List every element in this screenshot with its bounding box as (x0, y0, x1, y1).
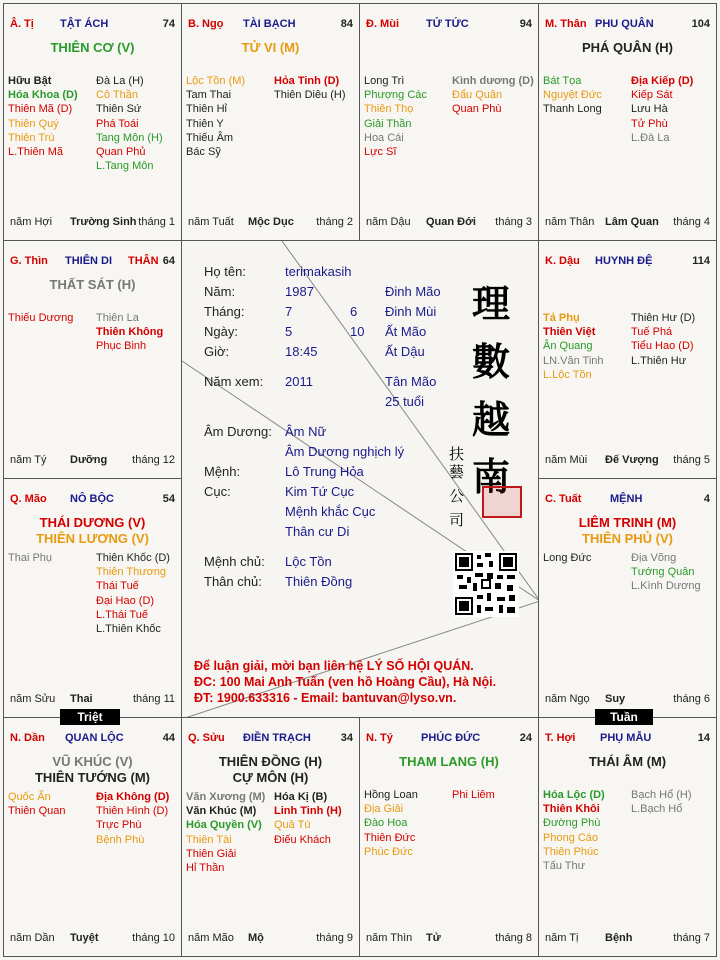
minor-stars-right (631, 551, 701, 594)
minor-stars-right (96, 311, 163, 354)
minor-star: Bệnh Phù (96, 833, 145, 846)
minor-stars-right (452, 788, 495, 802)
amduong-value-1: Âm Nữ (285, 424, 327, 439)
palace-month: tháng 8 (495, 932, 532, 944)
day-solar: 5 (285, 324, 293, 339)
minor-star: Đại Hao (D) (96, 594, 155, 607)
palace-number: 44 (162, 732, 175, 744)
view-year-value: 2011 (285, 374, 313, 389)
palace-tuat[interactable] (538, 478, 717, 718)
main-star: THIÊN ĐỒNG (H) (218, 754, 323, 769)
palace-position: Đ. Mùi (366, 18, 399, 30)
day-lunar: 10 (350, 324, 365, 339)
palace-month: tháng 11 (132, 693, 175, 705)
palace-number: 64 (162, 255, 175, 267)
minor-star: LN.Văn Tinh (543, 354, 604, 367)
minor-star: Đẩu Quân (452, 89, 503, 102)
minor-stars-right (274, 74, 346, 102)
hour-canchi: Ất Dậu (385, 344, 425, 359)
palace-name: PHU QUÂN (595, 18, 654, 30)
minor-star: Thiên Sứ (96, 103, 142, 116)
palace-year: năm Thìn (366, 932, 413, 944)
minor-star: L.Thiên Khốc (96, 623, 161, 636)
minor-star: L.Đà La (631, 131, 670, 144)
year-value: 1987 (285, 284, 314, 299)
minor-star: L.Lộc Tồn (543, 368, 592, 381)
minor-star: Tiểu Hao (D) (631, 340, 694, 353)
minor-star: Hoa Cái (364, 131, 404, 144)
palace-than[interactable] (538, 3, 717, 241)
year-canchi: Đinh Mão (385, 284, 441, 299)
palace-stage: Đế Vượng (605, 454, 659, 466)
minor-star: Thái Tuế (96, 580, 139, 593)
minor-star: Phượng Các (364, 89, 427, 102)
minor-star: Hóa Kị (B) (274, 791, 328, 803)
minor-stars-left (8, 74, 78, 159)
minor-stars-left (543, 74, 602, 117)
palace-name: TẬT ÁCH (60, 18, 109, 30)
center-info-panel (181, 240, 539, 718)
amduong-value-2: Âm Dương nghịch lý (285, 444, 405, 459)
minor-star: Lực Sĩ (364, 146, 397, 159)
palace-number: 94 (519, 18, 532, 30)
minor-star: Thiên Phúc (543, 845, 599, 858)
palace-header (10, 732, 175, 748)
minor-star: Điếu Khách (274, 833, 331, 846)
day-canchi: Ất Mão (385, 324, 427, 339)
than-chu-value: Thiên Đồng (285, 574, 353, 589)
palace-position: N. Tý (366, 732, 393, 744)
minor-star: Hóa Khoa (D) (8, 89, 78, 102)
minor-star: Văn Khúc (M) (186, 805, 257, 818)
main-star: LIÊM TRINH (M) (578, 515, 677, 530)
minor-star: Thiếu Dương (8, 312, 74, 324)
menh-label: Mệnh: (204, 464, 241, 479)
minor-star: Quả Tú (274, 819, 311, 832)
minor-star: Giải Thần (364, 117, 412, 130)
minor-star: Thiên Hình (D) (96, 805, 169, 818)
minor-star: Địa Không (D) (96, 791, 170, 803)
palace-stage: Suy (605, 693, 626, 705)
palace-hoi[interactable] (538, 717, 717, 957)
minor-star: Thiên Quan (8, 805, 66, 818)
palace-number: 54 (162, 493, 175, 505)
minor-star: Thiên Trù (8, 131, 55, 144)
palace-year: năm Tị (545, 932, 579, 944)
palace-month: tháng 9 (316, 932, 353, 944)
minor-star: Thiên Diêu (H) (274, 89, 346, 102)
palace-dan[interactable] (3, 717, 182, 957)
palace-stage: Bệnh (605, 932, 633, 944)
minor-star: Thiên La (96, 312, 139, 324)
contact-line-1: Để luận giải, mời bạn liên hệ LÝ SỐ HỘI QUÁN. (194, 659, 474, 673)
minor-star: L.Thái Tuế (96, 608, 148, 621)
palace-dau[interactable] (538, 240, 717, 479)
cuc-value-1: Kim Tứ Cục (285, 484, 355, 499)
palace-header (366, 18, 532, 34)
minor-star: Bát Tọa (543, 75, 582, 87)
minor-stars-right (631, 74, 693, 145)
palace-footer (188, 216, 353, 230)
minor-star: Tuế Phá (631, 326, 673, 339)
main-star: THÁI ÂM (M) (588, 754, 667, 769)
minor-star: Địa Võng (631, 552, 677, 564)
qr-code-icon (453, 551, 519, 617)
palace-footer (10, 693, 175, 707)
palace-header (545, 255, 710, 271)
small-calligraphy-3: 公 (449, 487, 465, 505)
palace-header (545, 18, 710, 34)
minor-star: Thiên Khôi (543, 803, 600, 816)
minor-star: Tấu Thư (543, 860, 586, 873)
palace-number: 14 (697, 732, 710, 744)
palace-number: 24 (519, 732, 532, 744)
palace-name: TÀI BẠCH (243, 18, 296, 30)
palace-name: NÔ BỘC (70, 493, 114, 505)
minor-stars-left (8, 790, 65, 818)
minor-star: Bác Sỹ (186, 146, 221, 159)
palace-footer (366, 932, 532, 946)
palace-footer (10, 216, 175, 230)
palace-name: QUAN LỘC (65, 732, 124, 744)
palace-position: Q. Mão (10, 493, 47, 505)
contact-line-3: ĐT: 1900.633316 - Email: bantuvan@lyso.vn. (194, 691, 457, 705)
minor-star: Văn Xương (M) (186, 791, 266, 803)
main-star: THẤT SÁT (H) (49, 277, 136, 292)
minor-stars-right (452, 74, 534, 117)
palace-number: 84 (340, 18, 353, 30)
palace-name: PHÚC ĐỨC (421, 732, 481, 744)
palace-extra: THÂN (128, 255, 159, 267)
palace-month: tháng 2 (316, 216, 353, 228)
minor-star: Quan Phủ (96, 146, 146, 159)
palace-month: tháng 7 (673, 932, 710, 944)
calligraphy-char-2: 數 (472, 339, 511, 384)
minor-stars-right (96, 790, 169, 847)
palace-header (188, 732, 353, 748)
minor-star: Trực Phù (96, 819, 142, 832)
calligraphy-char-3: 越 (472, 397, 511, 442)
view-year-label: Năm xem: (204, 374, 264, 389)
minor-star: L.Tang Môn (96, 160, 154, 173)
main-star: PHÁ QUÂN (H) (582, 40, 673, 55)
palace-number: 4 (703, 493, 710, 505)
cuc-value-2: Mệnh khắc Cục (285, 504, 376, 519)
palace-footer (10, 932, 175, 946)
palace-stage: Dưỡng (70, 454, 108, 466)
year-label: Năm: (204, 284, 236, 299)
main-star: VŨ KHÚC (V) (52, 754, 133, 769)
palace-year: năm Dậu (366, 216, 411, 228)
palace-ty[interactable] (359, 717, 539, 957)
day-label: Ngày: (204, 324, 238, 339)
palace-thin[interactable] (3, 240, 182, 479)
palace-year: năm Thân (545, 216, 595, 228)
palace-header (188, 18, 353, 34)
palace-position: Â. Tị (10, 18, 34, 30)
minor-star: Đường Phù (543, 817, 601, 830)
minor-stars-right (631, 788, 692, 816)
minor-stars-left (8, 311, 73, 325)
hour-value: 18:45 (285, 344, 318, 359)
amduong-label: Âm Dương: (204, 424, 272, 439)
palace-year: năm Sửu (10, 693, 56, 705)
minor-stars-left (8, 551, 52, 565)
minor-star: Thiên Việt (543, 326, 596, 339)
minor-star: L.Kình Dương (631, 580, 701, 593)
palace-month: tháng 12 (132, 454, 175, 466)
palace-header (366, 732, 532, 748)
palace-stage: Tử (426, 932, 441, 944)
minor-star: Thai Phụ (8, 552, 53, 564)
minor-star: Thiên Không (96, 326, 164, 339)
hour-label: Giờ: (204, 344, 230, 359)
name-value: terimakasih (285, 264, 352, 279)
palace-stage: Quan Đới (426, 216, 476, 228)
palace-mao[interactable] (3, 478, 182, 718)
main-star: THIÊN TƯỚNG (M) (34, 770, 151, 785)
main-star: THÁI DƯƠNG (V) (39, 515, 146, 530)
minor-star: Tử Phù (631, 117, 668, 130)
minor-star: Kiếp Sát (631, 89, 673, 102)
palace-stage: Mộ (248, 932, 264, 944)
palace-footer (10, 454, 175, 468)
palace-name: TỬ TỨC (426, 18, 469, 30)
month-lunar: 6 (350, 304, 358, 319)
palace-position: G. Thìn (10, 255, 48, 267)
cuc-value-3: Thân cư Di (285, 524, 350, 539)
minor-star: Nguyệt Đức (543, 89, 602, 102)
minor-star: Hồng Loan (364, 789, 418, 801)
palace-number: 104 (691, 18, 710, 30)
palace-stage: Tuyệt (70, 932, 99, 944)
palace-name: MỆNH (610, 493, 643, 505)
minor-star: Thanh Long (543, 103, 602, 116)
menh-value: Lô Trung Hỏa (285, 464, 364, 479)
minor-stars-left (543, 788, 605, 873)
palace-stage: Mộc Dục (248, 216, 294, 228)
palace-stage: Thai (70, 693, 93, 705)
menh-chu-label: Mệnh chủ: (204, 554, 265, 569)
tuan-marker: Tuần (595, 709, 653, 725)
small-calligraphy-1: 扶 (449, 445, 465, 463)
palace-position: K. Dậu (545, 255, 580, 267)
main-star: THIÊN CƠ (V) (50, 40, 135, 55)
minor-star: Long Đức (543, 552, 592, 564)
main-star: THIÊN PHỦ (V) (582, 531, 673, 546)
minor-star: Thiên Đức (364, 831, 416, 844)
minor-star: Hỏa Tinh (D) (274, 75, 340, 87)
palace-ngo[interactable] (181, 3, 360, 241)
age-value: 25 tuổi (385, 394, 425, 409)
minor-star: Địa Giải (364, 803, 404, 816)
minor-star: Hóa Lộc (D) (543, 789, 605, 801)
palace-position: M. Thân (545, 18, 587, 30)
palace-suu[interactable] (181, 717, 360, 957)
palace-month: tháng 1 (138, 216, 175, 228)
minor-star: Tang Môn (H) (96, 131, 163, 144)
minor-star: Thiên Thọ (364, 103, 414, 116)
palace-number: 114 (692, 255, 710, 267)
minor-star: Lộc Tồn (M) (186, 75, 246, 87)
minor-stars-left (543, 311, 604, 382)
palace-year: năm Tý (10, 454, 47, 466)
contact-line-2: ĐC: 100 Mai Anh Tuấn (ven hồ Hoàng Cầu), Hà Nội. (194, 675, 497, 689)
palace-header (10, 255, 175, 271)
minor-star: Quan Phù (452, 103, 502, 116)
palace-header (545, 493, 710, 509)
minor-stars-right (631, 311, 695, 368)
minor-star: Phục Binh (96, 340, 147, 353)
minor-star: Tướng Quân (631, 566, 695, 579)
minor-star: Thiên Khốc (D) (96, 552, 170, 564)
minor-star: L.Thiên Mã (8, 146, 64, 159)
palace-year: năm Ngọ (545, 693, 590, 705)
minor-star: Thiên Quý (8, 117, 59, 130)
minor-star: Thiên Giải (186, 847, 237, 860)
palace-footer (545, 216, 710, 230)
minor-stars-left (364, 74, 427, 159)
palace-position: T. Hợi (545, 732, 576, 744)
main-star: CỰ MÔN (H) (232, 770, 309, 785)
name-label: Họ tên: (204, 264, 246, 279)
minor-star: Lưu Hà (631, 103, 668, 116)
palace-footer (366, 216, 532, 230)
minor-star: Phong Cáo (543, 831, 599, 844)
palace-header (10, 493, 175, 509)
palace-footer (545, 932, 710, 946)
minor-star: Quốc Ấn (8, 791, 51, 803)
palace-position: N. Dần (10, 732, 45, 744)
palace-position: B. Ngọ (188, 18, 224, 30)
palace-mui[interactable] (359, 3, 539, 241)
minor-star: Kình dương (D) (452, 75, 534, 87)
triet-marker: Triệt (60, 709, 120, 725)
palace-name: ĐIỀN TRẠCH (243, 732, 311, 744)
palace-position: Q. Sửu (188, 732, 225, 744)
palace-month: tháng 5 (673, 454, 710, 466)
palace-header (10, 18, 175, 34)
minor-stars-right (96, 551, 170, 636)
minor-star: Thiên Y (186, 117, 224, 130)
cuc-label: Cục: (204, 484, 231, 499)
palace-name: PHỤ MẪU (600, 732, 652, 744)
palace-stage: Trường Sinh (70, 216, 137, 228)
month-label: Tháng: (204, 304, 245, 319)
minor-star: Linh Tinh (H) (274, 805, 342, 818)
month-solar: 7 (285, 304, 293, 319)
minor-stars-right (274, 790, 342, 847)
minor-stars-left (186, 790, 265, 875)
palace-number: 74 (162, 18, 175, 30)
minor-star: Phúc Đức (364, 845, 413, 858)
palace-month: tháng 3 (495, 216, 532, 228)
palace-footer (545, 454, 710, 468)
palace-year: năm Hợi (10, 216, 53, 228)
palace-name: HUYNH ĐỆ (595, 255, 653, 267)
palace-month: tháng 6 (673, 693, 710, 705)
palace-year: năm Tuất (188, 216, 234, 228)
small-calligraphy-4: 司 (449, 511, 465, 529)
main-star: THAM LANG (H) (399, 754, 499, 769)
minor-star: Phi Liêm (452, 789, 495, 801)
palace-year: năm Mão (188, 932, 234, 944)
minor-star: Thiên Mã (D) (8, 103, 73, 116)
palace-year: năm Mùi (545, 454, 588, 466)
minor-stars-left (186, 74, 245, 159)
minor-star: Thiếu Âm (186, 131, 234, 144)
main-star: THIÊN LƯƠNG (V) (36, 531, 149, 546)
small-calligraphy-2: 藝 (449, 463, 465, 481)
minor-star: Thiên Thương (96, 566, 167, 579)
minor-star: Đà La (H) (96, 75, 144, 87)
palace-ti[interactable] (3, 3, 182, 241)
minor-star: Thiên Hư (D) (631, 312, 696, 324)
palace-year: năm Dần (10, 932, 55, 944)
minor-star: Bạch Hổ (H) (631, 789, 692, 801)
palace-month: tháng 10 (132, 932, 175, 944)
minor-stars-left (543, 551, 591, 565)
than-chu-label: Thân chủ: (204, 574, 262, 589)
palace-stage: Lâm Quan (605, 216, 659, 228)
palace-name: THIÊN DI (65, 255, 113, 267)
month-canchi: Đinh Mùi (385, 304, 437, 319)
minor-star: Địa Kiếp (D) (631, 75, 694, 87)
red-seal-stamp (482, 486, 522, 518)
palace-number: 34 (340, 732, 353, 744)
minor-star: Đào Hoa (364, 817, 408, 830)
minor-star: Phá Toái (96, 117, 139, 130)
minor-star: Thiên Hỉ (186, 103, 227, 116)
minor-star: Hóa Quyền (V) (186, 819, 262, 832)
palace-footer (545, 693, 710, 707)
palace-month: tháng 4 (673, 216, 710, 228)
palace-header (545, 732, 710, 748)
minor-star: Thiên Tài (186, 833, 232, 846)
minor-star: L.Thiên Hư (631, 354, 687, 367)
palace-position: C. Tuất (545, 493, 582, 505)
calligraphy-char-4: 南 (472, 454, 511, 499)
minor-star: Hữu Bật (8, 75, 52, 87)
minor-stars-right (96, 74, 163, 173)
minor-star: L.Bạch Hổ (631, 803, 683, 816)
palace-footer (188, 932, 353, 946)
minor-star: Tả Phụ (543, 312, 580, 324)
minor-star: Long Trì (364, 75, 405, 87)
menh-chu-value: Lộc Tồn (285, 554, 332, 569)
minor-star: Tam Thai (186, 89, 232, 102)
minor-stars-left (364, 788, 418, 859)
view-year-canchi: Tân Mão (385, 374, 437, 389)
minor-star: Hỉ Thần (186, 862, 225, 875)
minor-star: Ân Quang (543, 340, 593, 353)
main-star: TỬ VI (M) (241, 40, 300, 55)
minor-star: Cô Thần (96, 89, 138, 102)
calligraphy-char-1: 理 (472, 281, 511, 326)
